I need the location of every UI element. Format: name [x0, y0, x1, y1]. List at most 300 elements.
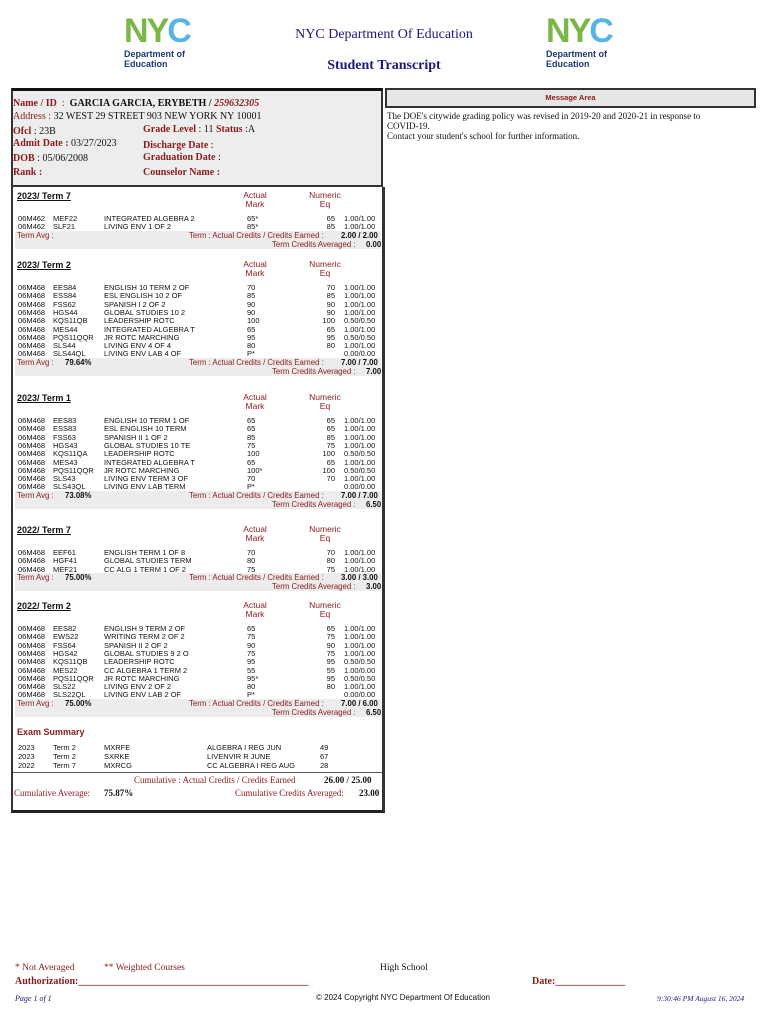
graduation-line: Graduation Date : — [143, 152, 221, 163]
actual-mark: 70 — [247, 283, 256, 292]
course-code: SLS44QL — [53, 349, 86, 359]
message-area-heading: Message Area — [385, 88, 756, 108]
term-avg-value: 73.08% — [65, 491, 92, 501]
credits: 0.50/0.50 — [344, 465, 376, 475]
numeric-eq: 100 — [322, 316, 335, 326]
school-code: 06M468 — [18, 341, 46, 351]
credits-averaged-value: 7.00 — [366, 367, 382, 377]
school-code: 06M468 — [18, 416, 46, 425]
cumulative-averaged-value: 23.00 — [359, 788, 380, 798]
course-code: EES84 — [53, 283, 77, 292]
actual-mark: 70 — [247, 548, 256, 557]
actual-mark: 95 — [247, 657, 256, 667]
course-name: LIVING ENV LAB 2 OF — [104, 690, 182, 700]
credits: 0.00/0.00 — [344, 690, 376, 700]
school-code: 06M462 — [18, 214, 46, 223]
dob-line: DOB : 05/06/2008 — [13, 153, 89, 164]
credits-averaged-value: 6.50 — [366, 500, 382, 510]
actual-mark: 55 — [247, 665, 256, 675]
exam-score: 67 — [320, 752, 329, 761]
credits-value: 7.00 / 7.00 — [341, 491, 378, 501]
numeric-eq: 95 — [326, 332, 335, 342]
grade-status-line: Grade Level : 11 Status :A — [143, 124, 256, 135]
nyc-doe-logo-right — [546, 12, 632, 72]
credits-label: Term : Actual Credits / Credits Earned : — [189, 573, 324, 583]
actual-col-header: Actual — [243, 392, 267, 402]
course-name: SPANISH I 2 OF 2 — [104, 299, 166, 309]
credits: 0.50/0.50 — [344, 316, 376, 326]
actual-mark: 75 — [247, 440, 256, 450]
school-code: 06M468 — [18, 316, 46, 326]
actual-mark: 75 — [247, 632, 256, 642]
table-row — [17, 565, 377, 574]
school-code: 06M468 — [18, 657, 46, 667]
credits-averaged-value: 6.50 — [366, 708, 382, 718]
credits: 1.00/1.00 — [344, 416, 376, 425]
course-code: ESS83 — [53, 424, 77, 434]
mark-col-header: Mark — [245, 609, 265, 619]
name-line: Name / ID : GARCIA GARCIA, ERYBETH / 259632305 — [13, 98, 260, 109]
exam-term: Term 7 — [53, 761, 76, 770]
course-code: SLS22 — [53, 682, 76, 692]
numeric-eq: 90 — [326, 640, 335, 650]
exam-code: SXRKE — [104, 752, 130, 761]
course-name: LIVING ENV TERM 3 OF — [104, 474, 189, 484]
course-name: LIVING ENV 1 OF 2 — [104, 222, 172, 232]
school-code: 06M468 — [18, 482, 46, 492]
credits: 1.00/1.00 — [344, 324, 376, 334]
table-row — [17, 482, 377, 491]
credits: 1.00/1.00 — [344, 307, 376, 317]
credits: 1.00/1.00 — [344, 632, 376, 642]
course-code: SLS43QL — [53, 482, 86, 492]
school-code: 06M468 — [18, 564, 46, 574]
exam-row — [17, 752, 377, 761]
school-code: 06M468 — [18, 457, 46, 467]
school-code: 06M468 — [18, 424, 46, 434]
student-info-box — [11, 88, 383, 187]
actual-mark: 65 — [247, 624, 256, 633]
term-avg-label: Term Avg : — [17, 491, 54, 501]
credits: 1.00/1.00 — [344, 648, 376, 658]
course-name: GLOBAL STUDIES TERM — [104, 556, 192, 566]
course-name: ENGLISH 10 TERM 1 OF — [104, 416, 190, 425]
course-code: KQS11QB — [53, 657, 88, 667]
actual-mark: 65 — [247, 324, 256, 334]
course-name: GLOBAL STUDIES 10 2 — [104, 307, 186, 317]
credits: 1.00/1.00 — [344, 432, 376, 442]
mark-col-header: Mark — [245, 533, 265, 543]
term-avg-label: Term Avg : — [17, 358, 54, 368]
eq-col-header: Eq — [319, 533, 331, 543]
exam-code: MXRFE — [104, 743, 131, 752]
course-code: HGS44 — [53, 307, 78, 317]
credits-averaged-label: Term Credits Averaged : — [272, 367, 356, 377]
course-code: MES44 — [53, 324, 78, 334]
course-code: EWS22 — [53, 632, 79, 642]
credits: 1.00/1.00 — [344, 474, 376, 484]
actual-mark: 90 — [247, 299, 256, 309]
numeric-eq: 95 — [326, 673, 335, 683]
actual-mark: 75 — [247, 564, 256, 574]
numeric-eq: 75 — [326, 648, 335, 658]
numeric-eq: 75 — [326, 564, 335, 574]
numeric-eq: 70 — [326, 283, 335, 292]
course-name: LIVING ENV 4 OF 4 — [104, 341, 172, 351]
numeric-col-header: Numeric — [309, 190, 341, 200]
numeric-col-header: Numeric — [309, 524, 341, 534]
credits-value: 7.00 / 6.00 — [341, 699, 378, 709]
school-code: 06M468 — [18, 624, 46, 633]
actual-mark: 80 — [247, 682, 256, 692]
ofcl-line: Ofcl : 23B — [13, 126, 56, 137]
credits-averaged-label: Term Credits Averaged : — [272, 500, 356, 510]
course-name: ENGLISH 10 TERM 2 OF — [104, 283, 190, 292]
school-code: 06M468 — [18, 665, 46, 675]
course-name: CC ALGEBRA 1 TERM 2 — [104, 665, 188, 675]
course-name: JR ROTC MARCHING — [104, 673, 180, 683]
credits: 1.00/0.00 — [344, 665, 376, 675]
exam-name: CC ALGEBRA I REG AUG — [207, 761, 295, 770]
credits: 1.00/1.00 — [344, 556, 376, 566]
credits: 0.50/0.50 — [344, 449, 376, 459]
actual-mark: 95* — [247, 673, 259, 683]
course-name: JR ROTC MARCHING — [104, 332, 180, 342]
course-name: WRITING TERM 2 OF 2 — [104, 632, 185, 642]
message-area-body: The DOE's citywide grading policy was revised in 2019-20 and 2020-21 in response to COVID-19. Contact your student's school for further information. — [387, 111, 701, 141]
term-title: 2022/ Term 2 — [17, 601, 71, 611]
exam-year: 2023 — [18, 752, 35, 761]
course-code: PQS11QQR — [53, 332, 94, 342]
course-code: FSS64 — [53, 640, 76, 650]
term-avg-label: Term Avg : — [17, 573, 54, 583]
credits: 0.00/0.00 — [344, 482, 376, 492]
school-code: 06M468 — [18, 465, 46, 475]
school-code: 06M468 — [18, 349, 46, 359]
school-code: 06M468 — [18, 690, 46, 700]
credits: 0.50/0.50 — [344, 332, 376, 342]
school-code: 06M468 — [18, 548, 46, 557]
course-name: LIVING ENV LAB TERM — [104, 482, 186, 492]
credits: 0.50/0.50 — [344, 673, 376, 683]
numeric-eq: 65 — [326, 457, 335, 467]
cumulative-credits-label: Cumulative : Actual Credits / Credits Earned — [134, 775, 296, 785]
credits: 1.00/1.00 — [344, 222, 376, 232]
credits-label: Term : Actual Credits / Credits Earned : — [189, 491, 324, 501]
actual-col-header: Actual — [243, 190, 267, 200]
term-title: 2023/ Term 7 — [17, 191, 71, 201]
mark-col-header: Mark — [245, 401, 265, 411]
eq-col-header: Eq — [319, 401, 331, 411]
actual-mark: 75 — [247, 648, 256, 658]
course-code: FSS62 — [53, 299, 76, 309]
credits: 0.50/0.50 — [344, 657, 376, 667]
not-averaged-note: * Not Averaged — [15, 963, 75, 973]
credits: 1.00/1.00 — [344, 440, 376, 450]
org-name: NYC Department Of Education — [295, 27, 473, 42]
numeric-eq: 65 — [326, 416, 335, 425]
course-code: ESS84 — [53, 291, 77, 301]
numeric-eq: 90 — [326, 299, 335, 309]
course-name: GLOBAL STUDIES 10 TE — [104, 440, 191, 450]
credits-label: Term : Actual Credits / Credits Earned : — [189, 358, 324, 368]
credits: 1.00/1.00 — [344, 299, 376, 309]
course-name: LIVING ENV LAB 4 OF — [104, 349, 182, 359]
course-code: EES83 — [53, 416, 77, 425]
exam-name: ALGEBRA I REG JUN — [207, 743, 282, 752]
credits: 1.00/1.00 — [344, 548, 376, 557]
logo-dept-text: Department of Education — [546, 49, 608, 69]
actual-mark: 95 — [247, 332, 256, 342]
course-code: PQS11QQR — [53, 673, 94, 683]
course-code: MES22 — [53, 665, 78, 675]
actual-mark: 90 — [247, 307, 256, 317]
credits: 0.00/0.00 — [344, 349, 376, 359]
credits: 1.00/1.00 — [344, 640, 376, 650]
table-row — [17, 349, 377, 358]
numeric-col-header: Numeric — [309, 392, 341, 402]
exam-score: 28 — [320, 761, 329, 770]
numeric-eq: 100 — [322, 449, 335, 459]
credits-averaged-label: Term Credits Averaged : — [272, 582, 356, 592]
school-code: 06M468 — [18, 673, 46, 683]
rank-line: Rank : — [13, 167, 43, 178]
page-number: Page 1 of 1 — [15, 994, 52, 1003]
credits-value: 2.00 / 2.00 — [341, 231, 378, 241]
course-code: SLS22QL — [53, 690, 86, 700]
school-code: 06M468 — [18, 324, 46, 334]
actual-mark: P* — [247, 482, 255, 492]
numeric-eq: 100 — [322, 465, 335, 475]
exam-term: Term 2 — [53, 743, 76, 752]
eq-col-header: Eq — [319, 199, 331, 209]
course-code: SLS44 — [53, 341, 76, 351]
actual-mark: 100 — [247, 316, 260, 326]
cumulative-average-value: 75.87% — [104, 788, 134, 798]
numeric-eq: 65 — [326, 214, 335, 223]
school-code: 06M468 — [18, 332, 46, 342]
transcript-body — [11, 187, 385, 813]
term-title: 2022/ Term 7 — [17, 525, 71, 535]
actual-mark: 100 — [247, 449, 260, 459]
numeric-eq: 80 — [326, 341, 335, 351]
numeric-eq: 65 — [326, 424, 335, 434]
nyc-logo-mark: N Y C — [124, 12, 190, 50]
exam-year: 2023 — [18, 743, 35, 752]
school-code: 06M468 — [18, 283, 46, 292]
credits: 1.00/1.00 — [344, 214, 376, 223]
actual-mark: 70 — [247, 474, 256, 484]
credits-averaged-value: 0.00 — [366, 240, 382, 250]
school-code: 06M468 — [18, 556, 46, 566]
table-row — [17, 222, 377, 231]
exam-name: LIVENVIR R JUNE — [207, 752, 271, 761]
school-code: 06M468 — [18, 307, 46, 317]
course-code: SLS43 — [53, 474, 76, 484]
course-code: MES43 — [53, 457, 78, 467]
numeric-eq: 70 — [326, 474, 335, 484]
term-title: 2023/ Term 1 — [17, 393, 71, 403]
actual-mark: P* — [247, 690, 255, 700]
course-code: HGS42 — [53, 648, 78, 658]
credits-averaged-label: Term Credits Averaged : — [272, 240, 356, 250]
doc-title: Student Transcript — [327, 58, 441, 73]
term-avg-value: 75.00% — [65, 699, 92, 709]
counselor-line: Counselor Name : — [143, 167, 221, 178]
credits: 1.00/1.00 — [344, 564, 376, 574]
numeric-eq: 75 — [326, 440, 335, 450]
numeric-eq: 80 — [326, 682, 335, 692]
numeric-eq: 70 — [326, 548, 335, 557]
actual-mark: 80 — [247, 556, 256, 566]
exam-term: Term 2 — [53, 752, 76, 761]
course-name: INTEGRATED ALGEBRA 2 — [104, 214, 195, 223]
course-name: JR ROTC MARCHING — [104, 465, 180, 475]
numeric-eq: 85 — [326, 291, 335, 301]
cumulative-average-label: Cumulative Average: — [14, 788, 91, 798]
date-line: Date:______________ — [532, 976, 626, 987]
credits-averaged-value: 3.00 — [366, 582, 382, 592]
weighted-note: ** Weighted Courses — [104, 963, 185, 973]
course-name: ESL ENGLISH 10 2 OF — [104, 291, 183, 301]
authorization-line: Authorization:______________________________________________ — [15, 976, 309, 987]
course-name: CC ALG 1 TERM 1 OF 2 — [104, 564, 186, 574]
course-name: ENGLISH TERM 1 OF 8 — [104, 548, 186, 557]
exam-score: 49 — [320, 743, 329, 752]
course-name: GLOBAL STUDIES 9 2 O — [104, 648, 189, 658]
print-timestamp: 9:30:46 PM August 16, 2024 — [657, 994, 745, 1003]
course-name: LEADERSHIP ROTC — [104, 316, 175, 326]
numeric-eq: 75 — [326, 632, 335, 642]
school-code: 06M468 — [18, 648, 46, 658]
eq-col-header: Eq — [319, 268, 331, 278]
numeric-eq: 90 — [326, 307, 335, 317]
school-code: 06M468 — [18, 440, 46, 450]
nyc-logo-mark: N Y C — [546, 12, 612, 50]
nyc-doe-logo-left — [124, 12, 210, 72]
credits: 1.00/1.00 — [344, 457, 376, 467]
course-name: INTEGRATED ALGEBRA T — [104, 457, 195, 467]
table-row — [17, 690, 377, 699]
actual-mark: 65* — [247, 214, 259, 223]
course-name: LIVING ENV 2 OF 2 — [104, 682, 172, 692]
numeric-eq: 65 — [326, 624, 335, 633]
term-avg-value: 79.64% — [65, 358, 92, 368]
actual-col-header: Actual — [243, 524, 267, 534]
credits-value: 3.00 / 3.00 — [341, 573, 378, 583]
discharge-line: Discharge Date : — [143, 140, 214, 151]
eq-col-header: Eq — [319, 609, 331, 619]
credits-label: Term : Actual Credits / Credits Earned : — [189, 699, 324, 709]
credits: 1.00/1.00 — [344, 682, 376, 692]
course-code: MEF21 — [53, 564, 78, 574]
course-name: LEADERSHIP ROTC — [104, 657, 175, 667]
actual-col-header: Actual — [243, 259, 267, 269]
school-code: 06M462 — [18, 222, 46, 232]
exam-year: 2022 — [18, 761, 35, 770]
credits: 1.00/1.00 — [344, 291, 376, 301]
course-name: SPANISH II 1 OF 2 — [104, 432, 168, 442]
course-code: KQS11QB — [53, 316, 88, 326]
numeric-eq: 55 — [326, 665, 335, 675]
numeric-eq: 80 — [326, 556, 335, 566]
school-code: 06M468 — [18, 640, 46, 650]
course-code: KQS11QA — [53, 449, 88, 459]
numeric-eq: 85 — [326, 432, 335, 442]
school-code: 06M468 — [18, 682, 46, 692]
cumulative-divider — [13, 772, 383, 773]
course-code: HGS43 — [53, 440, 78, 450]
credits: 1.00/1.00 — [344, 424, 376, 434]
numeric-eq: 85 — [326, 222, 335, 232]
credits: 1.00/1.00 — [344, 341, 376, 351]
actual-mark: 85 — [247, 291, 256, 301]
school-type: High School — [380, 963, 428, 973]
credits-averaged-label: Term Credits Averaged : — [272, 708, 356, 718]
numeric-col-header: Numeric — [309, 600, 341, 610]
mark-col-header: Mark — [245, 199, 265, 209]
admit-line: Admit Date : 03/27/2023 — [13, 138, 117, 149]
actual-mark: 65 — [247, 457, 256, 467]
logo-dept-text: Department of Education — [124, 49, 186, 69]
credits: 1.00/1.00 — [344, 624, 376, 633]
exam-row — [17, 761, 377, 770]
course-name: INTEGRATED ALGEBRA T — [104, 324, 195, 334]
course-name: SPANISH II 2 OF 2 — [104, 640, 168, 650]
course-code: FSS63 — [53, 432, 76, 442]
school-code: 06M468 — [18, 432, 46, 442]
course-code: PQS11QQR — [53, 465, 94, 475]
actual-mark: 65 — [247, 416, 256, 425]
credits-value: 7.00 / 7.00 — [341, 358, 378, 368]
mark-col-header: Mark — [245, 268, 265, 278]
school-code: 06M468 — [18, 632, 46, 642]
exam-summary-title: Exam Summary — [17, 727, 85, 737]
copyright: © 2024 Copyright NYC Department Of Education — [316, 993, 490, 1002]
course-code: EEF61 — [53, 548, 76, 557]
term-title: 2023/ Term 2 — [17, 260, 71, 270]
school-code: 06M468 — [18, 449, 46, 459]
course-name: LEADERSHIP ROTC — [104, 449, 175, 459]
actual-col-header: Actual — [243, 600, 267, 610]
course-name: ENGLISH 9 TERM 2 OF — [104, 624, 186, 633]
actual-mark: 80 — [247, 341, 256, 351]
term-avg-value: 75.00% — [65, 573, 92, 583]
school-code: 06M468 — [18, 299, 46, 309]
actual-mark: 65 — [247, 424, 256, 434]
actual-mark: 85 — [247, 432, 256, 442]
actual-mark: 85* — [247, 222, 259, 232]
school-code: 06M468 — [18, 291, 46, 301]
credits: 1.00/1.00 — [344, 283, 376, 292]
numeric-eq: 65 — [326, 324, 335, 334]
numeric-eq: 95 — [326, 657, 335, 667]
cumulative-averaged-label: Cumulative Credits Averaged: — [235, 788, 344, 798]
credits-label: Term : Actual Credits / Credits Earned : — [189, 231, 324, 241]
actual-mark: 90 — [247, 640, 256, 650]
course-code: SLF21 — [53, 222, 76, 232]
course-name: ESL ENGLISH 10 TERM — [104, 424, 187, 434]
course-code: HGF41 — [53, 556, 78, 566]
term-avg-label: Term Avg : — [17, 231, 54, 241]
term-avg-label: Term Avg : — [17, 699, 54, 709]
address-line: Address : 32 WEST 29 STREET 903 NEW YORK NY 10001 — [13, 111, 262, 122]
exam-row — [17, 743, 377, 752]
cumulative-credits-value: 26.00 / 25.00 — [324, 775, 372, 785]
actual-mark: 100* — [247, 465, 263, 475]
numeric-col-header: Numeric — [309, 259, 341, 269]
course-code: EES82 — [53, 624, 77, 633]
